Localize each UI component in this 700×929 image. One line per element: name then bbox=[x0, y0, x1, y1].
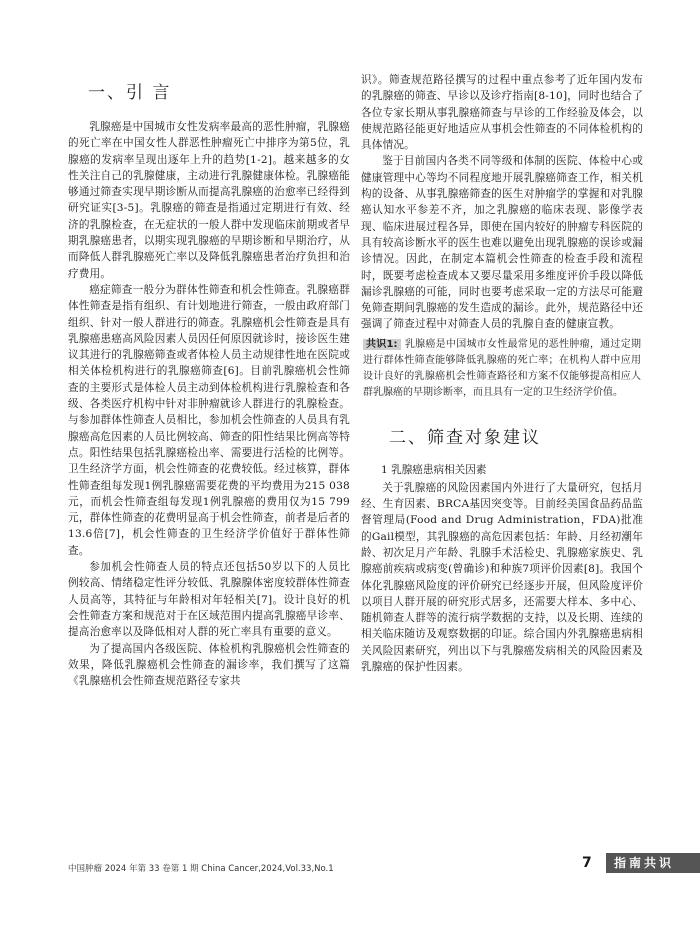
subsection-heading: 1 乳腺癌患病相关因素 bbox=[381, 463, 487, 476]
intro-paragraph-5: 识》。筛查规范路径撰写的过程中重点参考了近年国内发布的乳腺癌的筛查、早诊以及诊疗指南[8-10]，同时也结合了各位专家长期从事乳腺癌筛查与早诊的工作经验及体会，以使规范路径能更好地适应从事机会性筛查的不同体检机构的具体情况。 bbox=[361, 74, 643, 152]
consensus-label: 共识1: bbox=[363, 339, 401, 350]
intro-paragraph-2: 癌症筛查一般分为群体性筛查和机会性筛查。乳腺癌群体性筛查是指有组织、有计划地进行筛查，一般由政府部门组织、针对一般人群进行的筛查。乳腺癌机会性筛查是具有乳腺癌患癌高风险因素人员因任何原因就诊时，接诊医生建议其进行的乳腺癌筛查或者体检人员主动规律性地在医院或相关体检机构进行的乳腺癌筛查[6]。目前乳腺癌机会性筛查的主要形式是体检人员主动到体检机构进行乳腺检查和各级、各类医疗机构中针对非肿瘤就诊人群进行的乳腺检查。与参加群体性筛查人员相比，参加机会性筛查的人员具有乳腺癌高危因素的人员比例较高、筛查的阳性结果比例高等特点。阳性结果包括乳腺癌检出率、需要进行活检的比例等。卫生经济学方面，机会性筛查的花费较低。经过核算，群体性筛查组每发现1例乳腺癌需要花费的平均费用为215 038元，而机会性筛查组每发现1例乳腺癌的费用仅为15 799元，群体性筛查的花费明显高于机会性筛查，前者是后者的13.6倍[7]，机会性筛查的卫生经济学价值好于群体性筛查。 bbox=[68, 283, 350, 557]
journal-footer: 中国肿瘤 2024 年第 33 卷第 1 期 China Cancer,2024,Vol.33,No.1 bbox=[68, 864, 334, 874]
intro-paragraph-4: 为了提高国内各级医院、体检机构乳腺癌机会性筛查的效果，降低乳腺癌机会性筛查的漏诊率，我们撰写了这篇《乳腺癌机会性筛查规范路径专家共 bbox=[68, 642, 350, 688]
consensus-text: 乳腺癌是中国城市女性最常见的恶性肿瘤，通过定期进行群体性筛查能够降低乳腺癌的死亡率；在机构人群中应用设计良好的乳腺癌机会性筛查路径和方案不仅能够提高相应人群乳腺癌的早期诊断率，而且具有一定的卫生经济学价值。 bbox=[363, 338, 641, 398]
page-number: 7 bbox=[582, 855, 592, 871]
section-1-title: 一、引 言 bbox=[88, 83, 172, 103]
section-2-paragraph: 关于乳腺癌的风险因素国内外进行了大量研究，包括月经、生育因素、BRCA基因突变等。目前经美国食品药品监督管理局(Food and Drug Administration，FDA)批准的Gail模型，其乳腺癌的高危因素包括：年龄、月经初潮年龄、初次足月产年龄、乳腺手术活检史、乳腺癌家族史、乳腺癌前疾病或病变(曾确诊)和种族7项评价因素[8]。我国个体化乳腺癌风险度的评价研究已经逐步开展，但风险度评价以项目人群开展的研究形式居多，还需要大样本、多中心、随机筛查人群等的流行病学数据的支持，以及长期、连续的相关临床随访及观察数据的印证。综合国内外乳腺癌患病相关风险因素研究，列出以下与乳腺癌发病相关的风险因素及乳腺癌的保护性因素。 bbox=[361, 481, 643, 674]
intro-paragraph-1: 乳腺癌是中国城市女性发病率最高的恶性肿瘤，乳腺癌的死亡率在中国女性人群恶性肿瘤死亡中排序为第5位，乳腺癌的发病率呈现出逐年上升的趋势[1-2]。越来越多的女性关注自己的乳腺健康，主动进行乳腺健康体检。乳腺癌能够通过筛查实现早期诊断从而提高乳腺癌的治愈率已经得到研究证实[3-5]。乳腺癌的筛查是指通过定期进行有效、经济的乳腺检查，在无症状的一般人群中发现临床前期或者早期乳腺癌患者，以期实现乳腺癌的早期诊断和早期治疗，从而降低人群乳腺癌死亡率以及降低乳腺癌患者治疗负担和治疗费用。 bbox=[68, 121, 350, 280]
intro-paragraph-6: 鉴于目前国内各类不同等级和体制的医院、体检中心或健康管理中心等均不同程度地开展乳腺癌筛查工作，相关机构的设备、从事乳腺癌筛查的医生对肿瘤学的掌握和对乳腺癌认知水平参差不齐，加之乳腺癌的临床表现、影像学表现、临床进展过程各异，即使在国内较好的肿瘤专科医院的具有较高诊断水平的医生也难以避免出现乳腺癌的误诊或漏诊情况。因此，在制定本篇机会性筛查的检查手段和流程时，既要考虑检查成本又要尽量采用多维度评价手段以降低漏诊乳腺癌的可能，同时也要考虑采取一定的方法尽可能避免筛查期间乳腺癌的发生造成的漏诊。此外，规范路径中还强调了筛查过程中对筛查人员的乳腺自查的健康宣教。 bbox=[361, 155, 643, 331]
consensus-box bbox=[361, 337, 643, 401]
left-column bbox=[68, 72, 350, 689]
section-tab: 指南共识 bbox=[606, 853, 700, 873]
intro-paragraph-3: 参加机会性筛查人员的特点还包括50岁以下的人员比例较高、情绪稳定性评分较低、乳腺腺体密度较群体性筛查人员高等，其特征与年龄相对年轻相关[7]。设计良好的机会性筛查方案和规范对于在区域范围内提高乳腺癌早诊率、提高治愈率以及降低相对人群的死亡率具有重要的意义。 bbox=[68, 561, 350, 639]
section-2-title: 二、筛查对象建议 bbox=[389, 427, 541, 448]
right-column bbox=[361, 72, 643, 675]
